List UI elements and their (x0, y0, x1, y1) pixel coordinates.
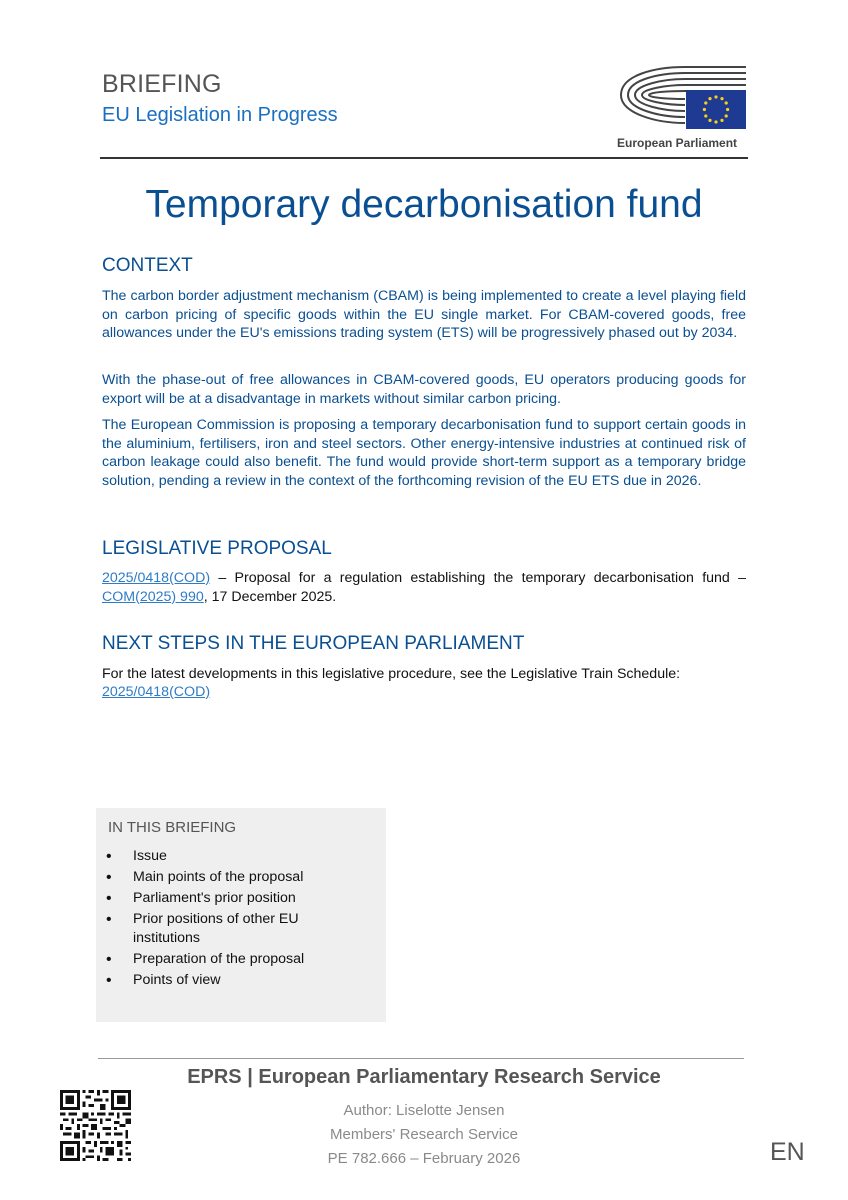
proposal-date: , 17 December 2025. (203, 588, 337, 605)
header-divider (100, 157, 748, 159)
briefing-contents-list (106, 847, 366, 992)
list-item: • Issue (106, 847, 366, 866)
legislative-proposal-text (102, 569, 746, 606)
in-this-briefing-box (96, 808, 386, 1022)
proposal-description: – Proposal for a regulation establishing the temporary decarbonisation fund – (210, 570, 746, 586)
next-steps-text: For the latest developments in this legislative procedure, see the Legislative Train Schedule: (102, 666, 681, 682)
context-paragraph-2: With the phase-out of free allowances in CBAM-covered goods, EU operators producing goods for export will be at a disadvantage in markets without similar carbon pricing. (102, 372, 746, 407)
document-title: Temporary decarbonisation fund (145, 183, 703, 226)
author-line: Author: Liselotte Jensen (343, 1102, 505, 1119)
legislative-train-link[interactable]: 2025/0418(COD) (102, 684, 211, 700)
list-item: • Parliament's prior position (106, 889, 366, 908)
document-reference: PE 782.666 – February 2026 (327, 1150, 521, 1167)
list-item: • Main points of the proposal (106, 868, 366, 887)
in-this-briefing-heading: IN THIS BRIEFING (108, 819, 237, 836)
research-unit: Members' Research Service (330, 1126, 518, 1143)
context-paragraph-1: The carbon border adjustment mechanism (CBAM) is being implemented to create a level playing field on carbon pricing of specific goods within the EU single market. For CBAM-covered goods, free allowances under the EU's emissions trading system (ETS) will be progressively phased out by 2034. (102, 288, 746, 342)
list-item: • Prior positions of other EU institutions (106, 910, 366, 948)
procedure-link[interactable]: 2025/0418(COD) (102, 570, 211, 586)
european-parliament-logo (615, 57, 749, 135)
european-parliament-label: European Parliament (617, 136, 738, 150)
legislative-proposal-heading: LEGISLATIVE PROPOSAL (102, 538, 332, 559)
briefing-subtitle: EU Legislation in Progress (102, 104, 338, 126)
com-document-link[interactable]: COM(2025) 990 (102, 588, 204, 605)
list-item: • Points of view (106, 971, 366, 990)
language-code: EN (770, 1138, 805, 1166)
context-heading: CONTEXT (102, 255, 193, 276)
briefing-label: BRIEFING (102, 70, 222, 98)
next-steps-heading: NEXT STEPS IN THE EUROPEAN PARLIAMENT (102, 633, 525, 654)
hemicycle-icon (615, 57, 749, 135)
list-item: • Preparation of the proposal (106, 950, 366, 969)
footer-divider (98, 1058, 744, 1059)
context-paragraph-3: The European Commission is proposing a temporary decarbonisation fund to support certain goods in the aluminium, fertilisers, iron and steel sectors. Other energy-intensive industries at continued risk of carbon leakage could also benefit. The fund would provide short-term support as a temporary bridge solution, pending a review in the context of the forthcoming revision of the EU ETS due in 2026. (102, 417, 746, 489)
eprs-service-name: EPRS | European Parliamentary Research Service (187, 1066, 661, 1088)
